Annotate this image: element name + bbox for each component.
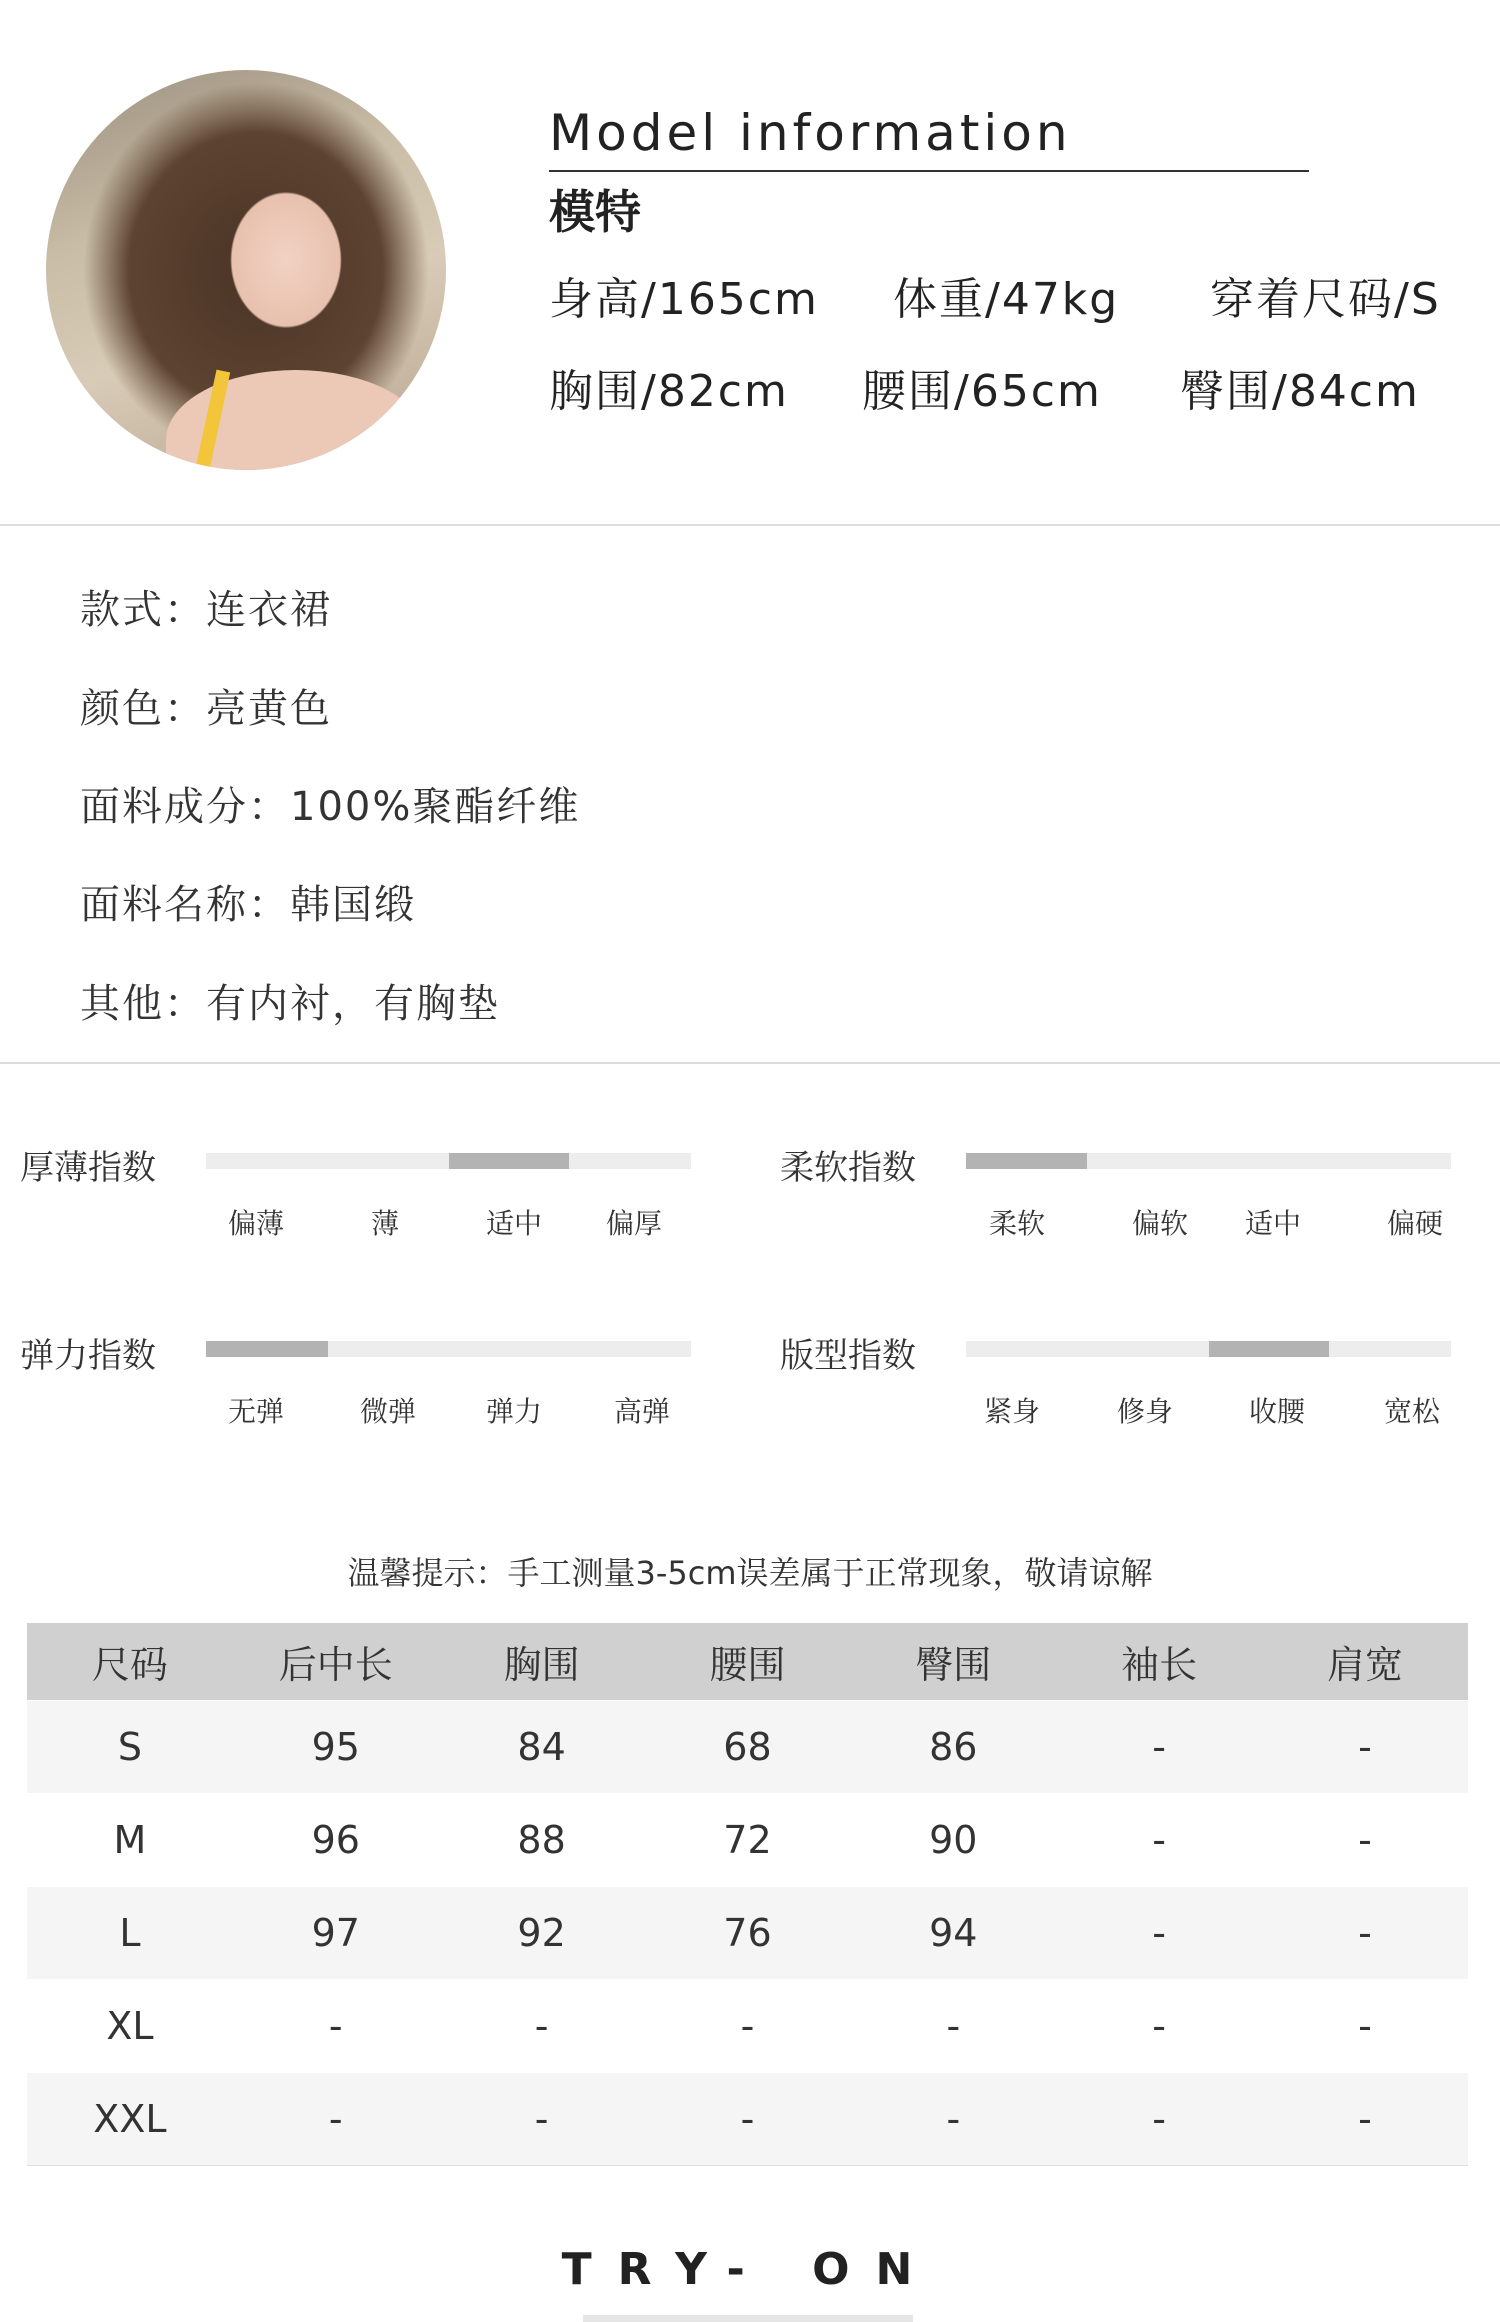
table-cell: 96 [233, 1793, 439, 1886]
table-cell: 86 [850, 1700, 1056, 1793]
model-stat-bust: 胸围/82cm [549, 366, 789, 417]
size-table-header: 胸围 [439, 1623, 645, 1700]
table-cell: - [1056, 1793, 1262, 1886]
table-cell: XL [27, 1979, 233, 2072]
size-table-header: 袖长 [1056, 1623, 1262, 1700]
model-info-subtitle: 模特 [549, 185, 641, 239]
index-tick: 高弹 [613, 1395, 670, 1428]
index-track [966, 1153, 1451, 1169]
size-table-header: 后中长 [233, 1623, 439, 1700]
index-label: 弹力指数 [20, 1336, 156, 1376]
try-on-underline [583, 2315, 913, 2322]
table-row [27, 1700, 1468, 1793]
model-stat-waist: 腰围/65cm [862, 366, 1102, 417]
section-divider [0, 524, 1500, 526]
index-track [206, 1341, 691, 1357]
index-tick: 偏厚 [605, 1207, 662, 1240]
index-tick: 偏硬 [1386, 1207, 1443, 1240]
table-cell: - [1262, 1886, 1468, 1979]
table-cell: L [27, 1886, 233, 1979]
index-selected-segment [449, 1153, 569, 1169]
table-cell: - [1056, 1979, 1262, 2072]
index-tick: 无弹 [227, 1395, 284, 1428]
table-row [27, 1886, 1468, 1979]
table-cell: - [1056, 2072, 1262, 2165]
table-cell: 72 [645, 1793, 851, 1886]
model-avatar [46, 70, 446, 470]
index-selected-segment [206, 1341, 328, 1357]
size-table [27, 1623, 1468, 2166]
model-stat-height: 身高/165cm [549, 274, 819, 325]
table-cell: S [27, 1700, 233, 1793]
table-cell: - [233, 1979, 439, 2072]
table-cell: - [1262, 1700, 1468, 1793]
table-cell: 68 [645, 1700, 851, 1793]
table-cell: - [1262, 1979, 1468, 2072]
table-cell: 84 [439, 1700, 645, 1793]
section-divider [0, 1062, 1500, 1064]
table-cell: - [1262, 2072, 1468, 2165]
table-cell: - [1056, 1886, 1262, 1979]
table-row [27, 1979, 1468, 2072]
model-info-section [0, 0, 1500, 525]
table-cell: - [645, 1979, 851, 2072]
size-table-header: 肩宽 [1262, 1623, 1468, 1700]
index-selected-segment [1209, 1341, 1329, 1357]
index-tick: 偏软 [1131, 1207, 1188, 1240]
index-label: 柔软指数 [780, 1148, 916, 1188]
table-cell: - [439, 1979, 645, 2072]
index-label: 版型指数 [780, 1336, 916, 1376]
index-tick: 适中 [1244, 1207, 1301, 1240]
table-cell: - [645, 2072, 851, 2165]
table-cell: 94 [850, 1886, 1056, 1979]
table-row [27, 2072, 1468, 2165]
model-title-rule [549, 170, 1309, 172]
index-label: 厚薄指数 [20, 1148, 156, 1188]
table-cell: 76 [645, 1886, 851, 1979]
table-cell: - [439, 2072, 645, 2165]
index-tick: 柔软 [988, 1207, 1045, 1240]
index-track [206, 1153, 691, 1169]
size-table-header: 尺码 [27, 1623, 233, 1700]
index-tick: 适中 [485, 1207, 542, 1240]
spec-color: 颜色：亮黄色 [80, 686, 332, 732]
index-tick: 偏薄 [227, 1207, 284, 1240]
spec-style: 款式：连衣裙 [80, 587, 332, 633]
table-cell: - [1262, 1793, 1468, 1886]
index-tick: 紧身 [983, 1395, 1040, 1428]
table-row [27, 1793, 1468, 1886]
table-cell: M [27, 1793, 233, 1886]
index-tick: 修身 [1116, 1395, 1173, 1428]
model-info-title: Model information [549, 104, 1072, 162]
size-table-header: 臀围 [850, 1623, 1056, 1700]
table-cell: 92 [439, 1886, 645, 1979]
spec-fabric-name: 面料名称：韩国缎 [80, 882, 416, 928]
table-cell: 97 [233, 1886, 439, 1979]
index-tick: 弹力 [485, 1395, 542, 1428]
table-cell: - [850, 1979, 1056, 2072]
index-tick: 微弹 [359, 1395, 416, 1428]
table-cell: - [850, 2072, 1056, 2165]
model-stat-weight: 体重/47kg [893, 274, 1120, 325]
table-cell: 90 [850, 1793, 1056, 1886]
size-table-header-row [27, 1623, 1468, 1700]
index-tick: 宽松 [1383, 1395, 1440, 1428]
size-table-header: 腰围 [645, 1623, 851, 1700]
model-stat-size: 穿着尺码/S [1210, 274, 1441, 325]
spec-other: 其他：有内衬，有胸垫 [80, 981, 500, 1027]
table-cell: - [1056, 1700, 1262, 1793]
index-selected-segment [966, 1153, 1087, 1169]
table-cell: - [233, 2072, 439, 2165]
index-tick: 薄 [370, 1207, 399, 1240]
spec-fabric-composition: 面料成分：100%聚酯纤维 [80, 784, 581, 830]
table-cell: 95 [233, 1700, 439, 1793]
index-tick: 收腰 [1248, 1395, 1305, 1428]
index-track [966, 1341, 1451, 1357]
table-cell: 88 [439, 1793, 645, 1886]
measurement-note: 温馨提示：手工测量3-5cm误差属于正常现象，敬请谅解 [347, 1554, 1153, 1592]
table-cell: XXL [27, 2072, 233, 2165]
try-on-title: TRY- ON [561, 2244, 939, 2295]
model-stat-hip: 臀围/84cm [1180, 366, 1420, 417]
